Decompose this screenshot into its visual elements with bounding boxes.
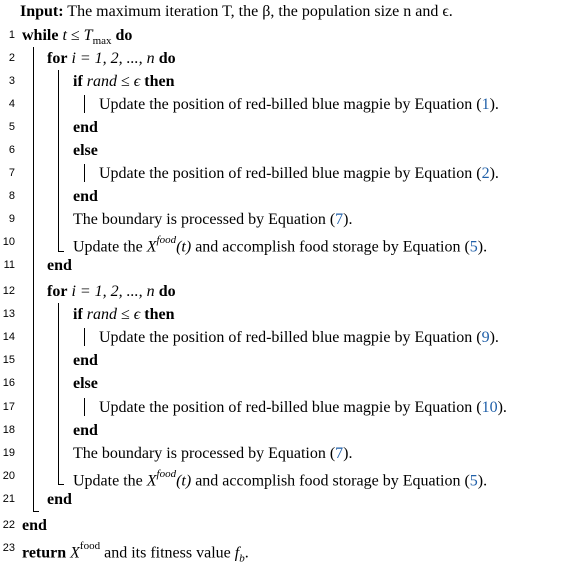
statement-text: Update the <box>73 238 147 256</box>
line-number: 17 <box>2 401 15 413</box>
keyword-if: if <box>73 73 83 90</box>
keyword-for: for <box>47 50 68 67</box>
statement-text-2: and accomplish food storage by Equation ( <box>191 472 470 490</box>
statement-end: ). <box>489 329 499 346</box>
keyword-else: else <box>73 142 98 159</box>
else-block-bar-1 <box>84 164 85 182</box>
statement-end: ). <box>489 96 499 113</box>
line-number: 21 <box>2 493 15 505</box>
statement-text: Update the position of red-billed blue magpie by Equation ( <box>99 96 482 113</box>
keyword-then: then <box>144 73 175 90</box>
keyword-end: end <box>73 352 98 369</box>
line-number: 4 <box>8 98 15 110</box>
var-x: X <box>146 238 157 256</box>
var-x-sup: food <box>79 540 101 552</box>
var-x-sup: food <box>156 468 177 480</box>
var-f: f <box>234 544 240 562</box>
line-number: 20 <box>2 470 15 482</box>
statement-text-2: and accomplish food storage by Equation ( <box>191 238 470 256</box>
statement-end: ). <box>497 399 507 416</box>
equation-ref-link[interactable]: 1 <box>481 96 490 113</box>
for-range: i = 1, 2, ..., n <box>71 50 155 67</box>
for-block-bar-1 <box>58 70 59 252</box>
line-number: 13 <box>2 308 15 320</box>
while-block-tick <box>33 511 39 512</box>
line-number: 8 <box>8 190 15 202</box>
var-x-arg: (t) <box>176 472 192 490</box>
equation-ref-link[interactable]: 9 <box>481 329 490 346</box>
statement-end: ). <box>477 238 488 256</box>
line-number: 2 <box>8 52 15 64</box>
line-number: 14 <box>2 331 15 343</box>
var-f-sub: b <box>239 552 245 565</box>
equation-ref-link[interactable]: 10 <box>481 399 498 416</box>
statement-text: and its fitness value <box>100 544 235 562</box>
keyword-do: do <box>115 27 133 44</box>
var-x: X <box>70 544 80 562</box>
line-number: 11 <box>3 259 15 271</box>
keyword-end: end <box>73 188 98 205</box>
line-number: 18 <box>2 424 15 436</box>
statement-text: The boundary is processed by Equation ( <box>73 211 336 228</box>
keyword-else: else <box>73 375 98 392</box>
for-block-tick-2 <box>58 484 64 485</box>
keyword-end: end <box>73 422 98 439</box>
line-number: 3 <box>8 75 15 87</box>
input-line <box>20 0 453 24</box>
var-x-sup: food <box>156 234 177 246</box>
line-number: 10 <box>2 236 15 248</box>
else-block-bar-2 <box>84 398 85 416</box>
keyword-end: end <box>22 517 47 534</box>
keyword-do: do <box>158 50 176 67</box>
line-number: 6 <box>8 144 15 156</box>
statement-end: ). <box>477 472 488 490</box>
statement-end: . <box>244 544 249 562</box>
line-number: 22 <box>2 519 15 531</box>
input-text: The maximum iteration T, the β, the population size n and ϵ. <box>67 3 453 20</box>
if-block-bar-2 <box>84 328 85 346</box>
statement-end: ). <box>343 445 353 462</box>
if-block-bar-1 <box>84 95 85 113</box>
for-range: i = 1, 2, ..., n <box>71 283 155 300</box>
equation-ref-link[interactable]: 7 <box>335 211 344 228</box>
line-number: 15 <box>2 354 15 366</box>
line-number: 1 <box>8 29 15 41</box>
line-number: 5 <box>8 121 15 133</box>
input-label: Input: <box>20 3 64 20</box>
statement-text: Update the position of red-billed blue magpie by Equation ( <box>99 165 482 182</box>
statement-end: ). <box>489 165 499 182</box>
equation-ref-link[interactable]: 5 <box>469 238 478 256</box>
keyword-end: end <box>73 119 98 136</box>
loop-condition-sub: max <box>92 35 112 48</box>
keyword-for: for <box>47 283 68 300</box>
if-condition: rand ≤ ϵ <box>86 306 141 323</box>
statement-text: Update the position of red-billed blue magpie by Equation ( <box>99 329 482 346</box>
while-block-bar <box>33 47 34 512</box>
equation-ref-link[interactable]: 2 <box>481 165 490 182</box>
statement-text: Update the <box>73 472 147 490</box>
equation-ref-link[interactable]: 5 <box>469 472 478 490</box>
for-block-bar-2 <box>58 303 59 485</box>
var-x-arg: (t) <box>176 238 192 256</box>
keyword-end: end <box>47 491 72 508</box>
if-condition: rand ≤ ϵ <box>86 73 141 90</box>
statement-text: Update the position of red-billed blue magpie by Equation ( <box>99 399 482 416</box>
keyword-then: then <box>144 306 175 323</box>
var-x: X <box>146 472 157 490</box>
line-number: 19 <box>2 447 15 459</box>
equation-ref-link[interactable]: 7 <box>335 445 344 462</box>
keyword-return: return <box>22 544 67 562</box>
line-number: 7 <box>8 167 15 179</box>
keyword-end: end <box>47 257 72 274</box>
loop-condition: t ≤ T <box>62 27 93 44</box>
keyword-while: while <box>22 27 59 44</box>
keyword-if: if <box>73 306 83 323</box>
keyword-do: do <box>158 283 176 300</box>
statement-text: The boundary is processed by Equation ( <box>73 445 336 462</box>
line-number: 9 <box>8 213 15 225</box>
statement-end: ). <box>343 211 353 228</box>
line-number: 16 <box>2 377 15 389</box>
line-number: 12 <box>2 285 15 297</box>
line-number: 23 <box>2 542 15 554</box>
for-block-tick-1 <box>58 251 64 252</box>
